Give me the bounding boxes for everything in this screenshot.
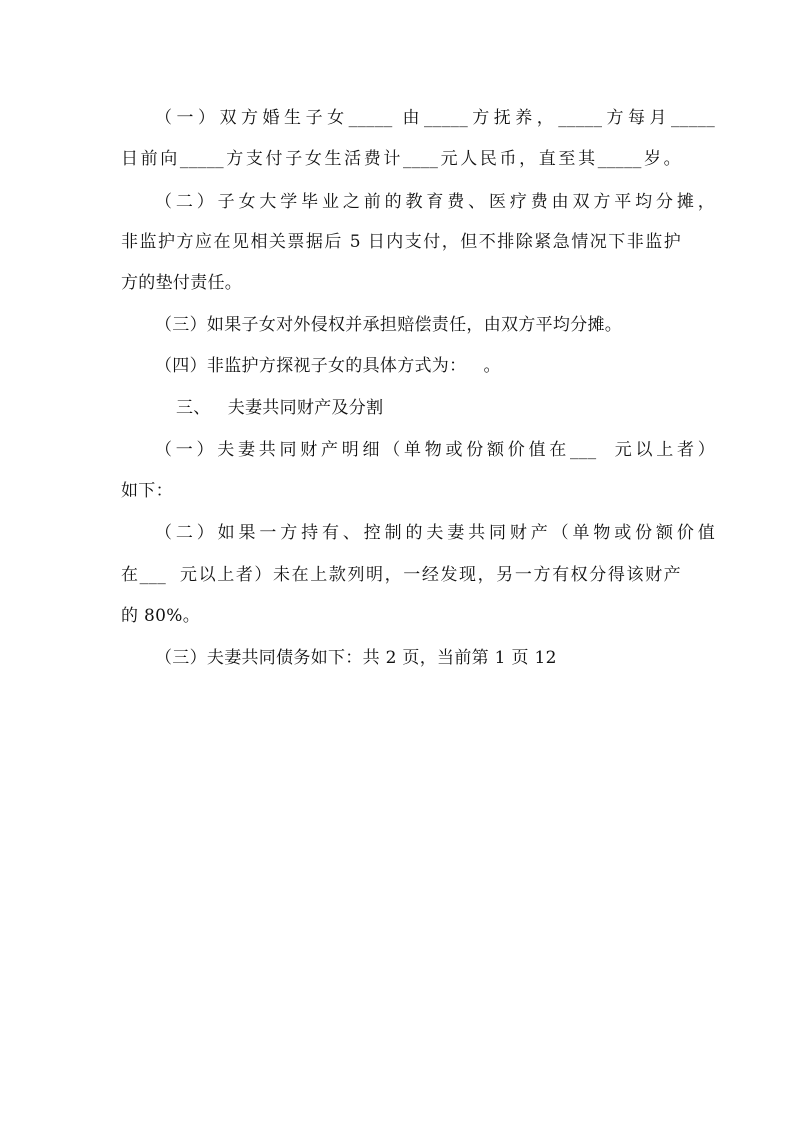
paragraph-property-list-line-2: 如下： bbox=[121, 481, 173, 501]
paragraph-undisclosed-property-line-2: 在___ 元以上者）未在上款列明，一经发现，另一方有权分得该财产 bbox=[121, 565, 681, 585]
paragraph-undisclosed-property-line-3: 的 80%。 bbox=[121, 606, 200, 626]
paragraph-undisclosed-property-line-1: （二）如果一方持有、控制的夫妻共同财产（单物或份额价值 bbox=[155, 523, 715, 543]
paragraph-child-custody-line-2: 日前向_____方支付子女生活费计____元人民币，直至其_____岁。 bbox=[121, 149, 681, 169]
section-heading-joint-property: 三、 夫妻共同财产及分割 bbox=[176, 398, 384, 418]
paragraph-tort-liability: （三）如果子女对外侵权并承担赔偿责任，由双方平均分摊。 bbox=[155, 315, 623, 335]
paragraph-joint-debt-and-page-number: （三）夫妻共同债务如下：共 2 页，当前第 1 页 12 bbox=[155, 648, 557, 668]
paragraph-visitation: （四）非监护方探视子女的具体方式为： 。 bbox=[155, 356, 501, 376]
paragraph-education-medical-line-3: 方的垫付责任。 bbox=[121, 273, 243, 293]
paragraph-child-custody-line-1: （一）双方婚生子女_____ 由_____方抚养，_____方每月_____ bbox=[155, 108, 715, 128]
paragraph-education-medical-line-2: 非监护方应在见相关票据后 5 日内支付，但不排除紧急情况下非监护 bbox=[121, 232, 681, 252]
paragraph-education-medical-line-1: （二）子女大学毕业之前的教育费、医疗费由双方平均分摊， bbox=[155, 192, 715, 212]
paragraph-property-list-line-1: （一）夫妻共同财产明细（单物或份额价值在___ 元以上者） bbox=[155, 440, 715, 460]
